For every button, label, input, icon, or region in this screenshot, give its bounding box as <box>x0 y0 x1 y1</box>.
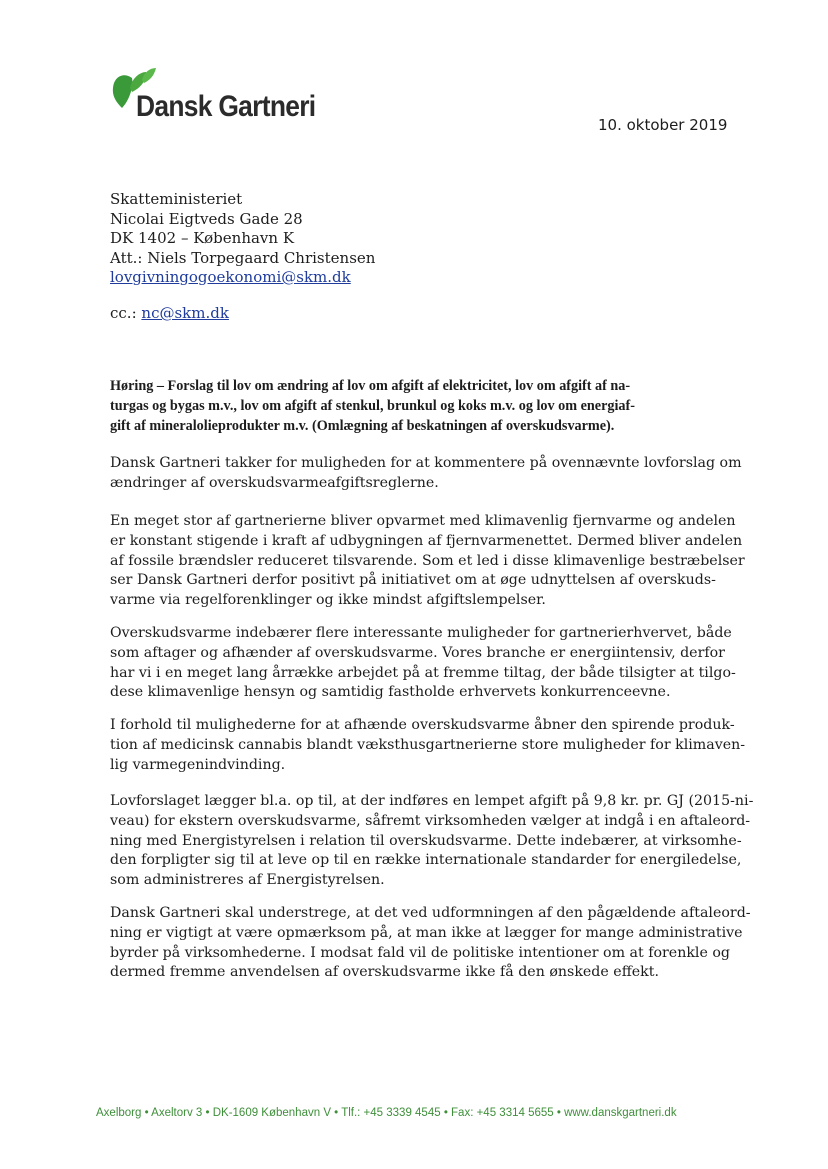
paragraph-line: tion af medicinsk cannabis blandt væksthusgartnerierne store muligheder for klimaven- <box>110 736 746 753</box>
logo-wordmark: Dansk Gartneri <box>136 90 316 123</box>
letter-date: 10. oktober 2019 <box>598 116 728 134</box>
body-paragraph-5 <box>110 792 754 891</box>
paragraph-line: ning er vigtigt at være opmærksom på, at man ikke at lægger for mange administrative <box>110 924 743 941</box>
paragraph-line: den forpligter sig til at leve op til en række internationale standarder for energiledelse, <box>110 852 742 869</box>
subject-line: turgas og bygas m.v., lov om afgift af stenkul, brunkul og koks m.v. og lov om energiaf- <box>110 398 635 414</box>
subject-line: gift af mineralolieprodukter m.v. (Omlægning af beskatningen af overskudsvarme). <box>110 418 615 434</box>
body-paragraph-6 <box>110 904 751 983</box>
paragraph-line: Overskudsvarme indebærer flere interessante muligheder for gartnerierhvervet, både <box>110 625 732 641</box>
paragraph-line: af fossile brændsler reduceret tilsvarende. Som et led i disse klimavenlige bestræbelser <box>110 552 745 569</box>
cc-label: cc.: <box>110 304 137 322</box>
recipient-address <box>110 190 375 288</box>
body-paragraph-3 <box>110 624 736 703</box>
paragraph-line: I forhold til mulighederne for at afhænde overskudsvarme åbner den spirende produk- <box>110 717 735 733</box>
address-line: Att.: Niels Torpegaard Christensen <box>110 248 376 267</box>
letterhead-footer: Axelborg • Axeltorv 3 • DK-1609 København V • Tlf.: +45 3339 4545 • Fax: +45 3314 5655 • www.danskgartneri.dk <box>96 1107 677 1119</box>
paragraph-line: veau) for ekstern overskudsvarme, såfremt virksomheden vælger at indgå i en aftaleord- <box>110 812 751 829</box>
subject-line: Høring – Forslag til lov om ændring af lov om afgift af elektricitet, lov om afgift af na- <box>110 378 631 394</box>
paragraph-line: ændringer af overskudsvarmeafgiftsreglerne. <box>110 474 439 491</box>
paragraph-line: som aftager og afhænder af overskudsvarme. Vores branche er energiintensiv, derfor <box>110 644 725 661</box>
paragraph-line: ning med Energistyrelsen i relation til overskudsvarme. Dette indebærer, at virksomhe- <box>110 832 742 849</box>
paragraph-line: byrder på virksomhederne. I modsat fald vil de politiske intentioner om at forenkle og <box>110 944 731 961</box>
body-paragraph-2 <box>110 512 745 611</box>
paragraph-line: lig varmegenindvinding. <box>110 756 286 773</box>
paragraph-line: dese klimavenlige hensyn og samtidig fastholde erhvervets konkurrenceevne. <box>110 684 671 701</box>
paragraph-line: Lovforslaget lægger bl.a. op til, at der indføres en lempet afgift på 9,8 kr. pr. GJ (2015-ni- <box>110 793 754 809</box>
dansk-gartneri-logo <box>110 66 316 134</box>
paragraph-line: Dansk Gartneri skal understrege, at det ved udformningen af den pågældende aftaleord- <box>110 905 751 921</box>
cc-email-link[interactable]: nc@skm.dk <box>141 304 229 322</box>
paragraph-line: er konstant stigende i kraft af udbygningen af fjernvarmenettet. Dermed bliver andelen <box>110 532 743 549</box>
paragraph-line: dermed fremme anvendelsen af overskudsvarme ikke få den ønskede effekt. <box>110 964 659 981</box>
paragraph-line: varme via regelforenklinger og ikke mindst afgiftslempelser. <box>110 592 546 609</box>
paragraph-line: har vi i en meget lang årrække arbejdet på at fremme tiltag, der både tilsigter at tilgo- <box>110 664 736 681</box>
address-line: Nicolai Eigtveds Gade 28 <box>110 209 303 228</box>
address-line: DK 1402 – København K <box>110 229 295 247</box>
body-paragraph-1 <box>110 454 742 494</box>
paragraph-line: som administreres af Energistyrelsen. <box>110 872 385 889</box>
address-line: Skatteministeriet <box>110 190 243 208</box>
recipient-email-link[interactable]: lovgivningogoekonomi@skm.dk <box>110 268 351 286</box>
paragraph-line: En meget stor af gartnerierne bliver opvarmet med klimavenlig fjernvarme og andelen <box>110 513 736 529</box>
body-paragraph-4 <box>110 716 746 775</box>
subject-heading <box>110 376 722 436</box>
paragraph-line: Dansk Gartneri takker for muligheden for at kommentere på ovennævnte lovforslag om <box>110 455 742 471</box>
paragraph-line: ser Dansk Gartneri derfor positivt på initiativet om at øge udnyttelsen af overskuds- <box>110 572 716 589</box>
cc-line <box>110 304 229 322</box>
